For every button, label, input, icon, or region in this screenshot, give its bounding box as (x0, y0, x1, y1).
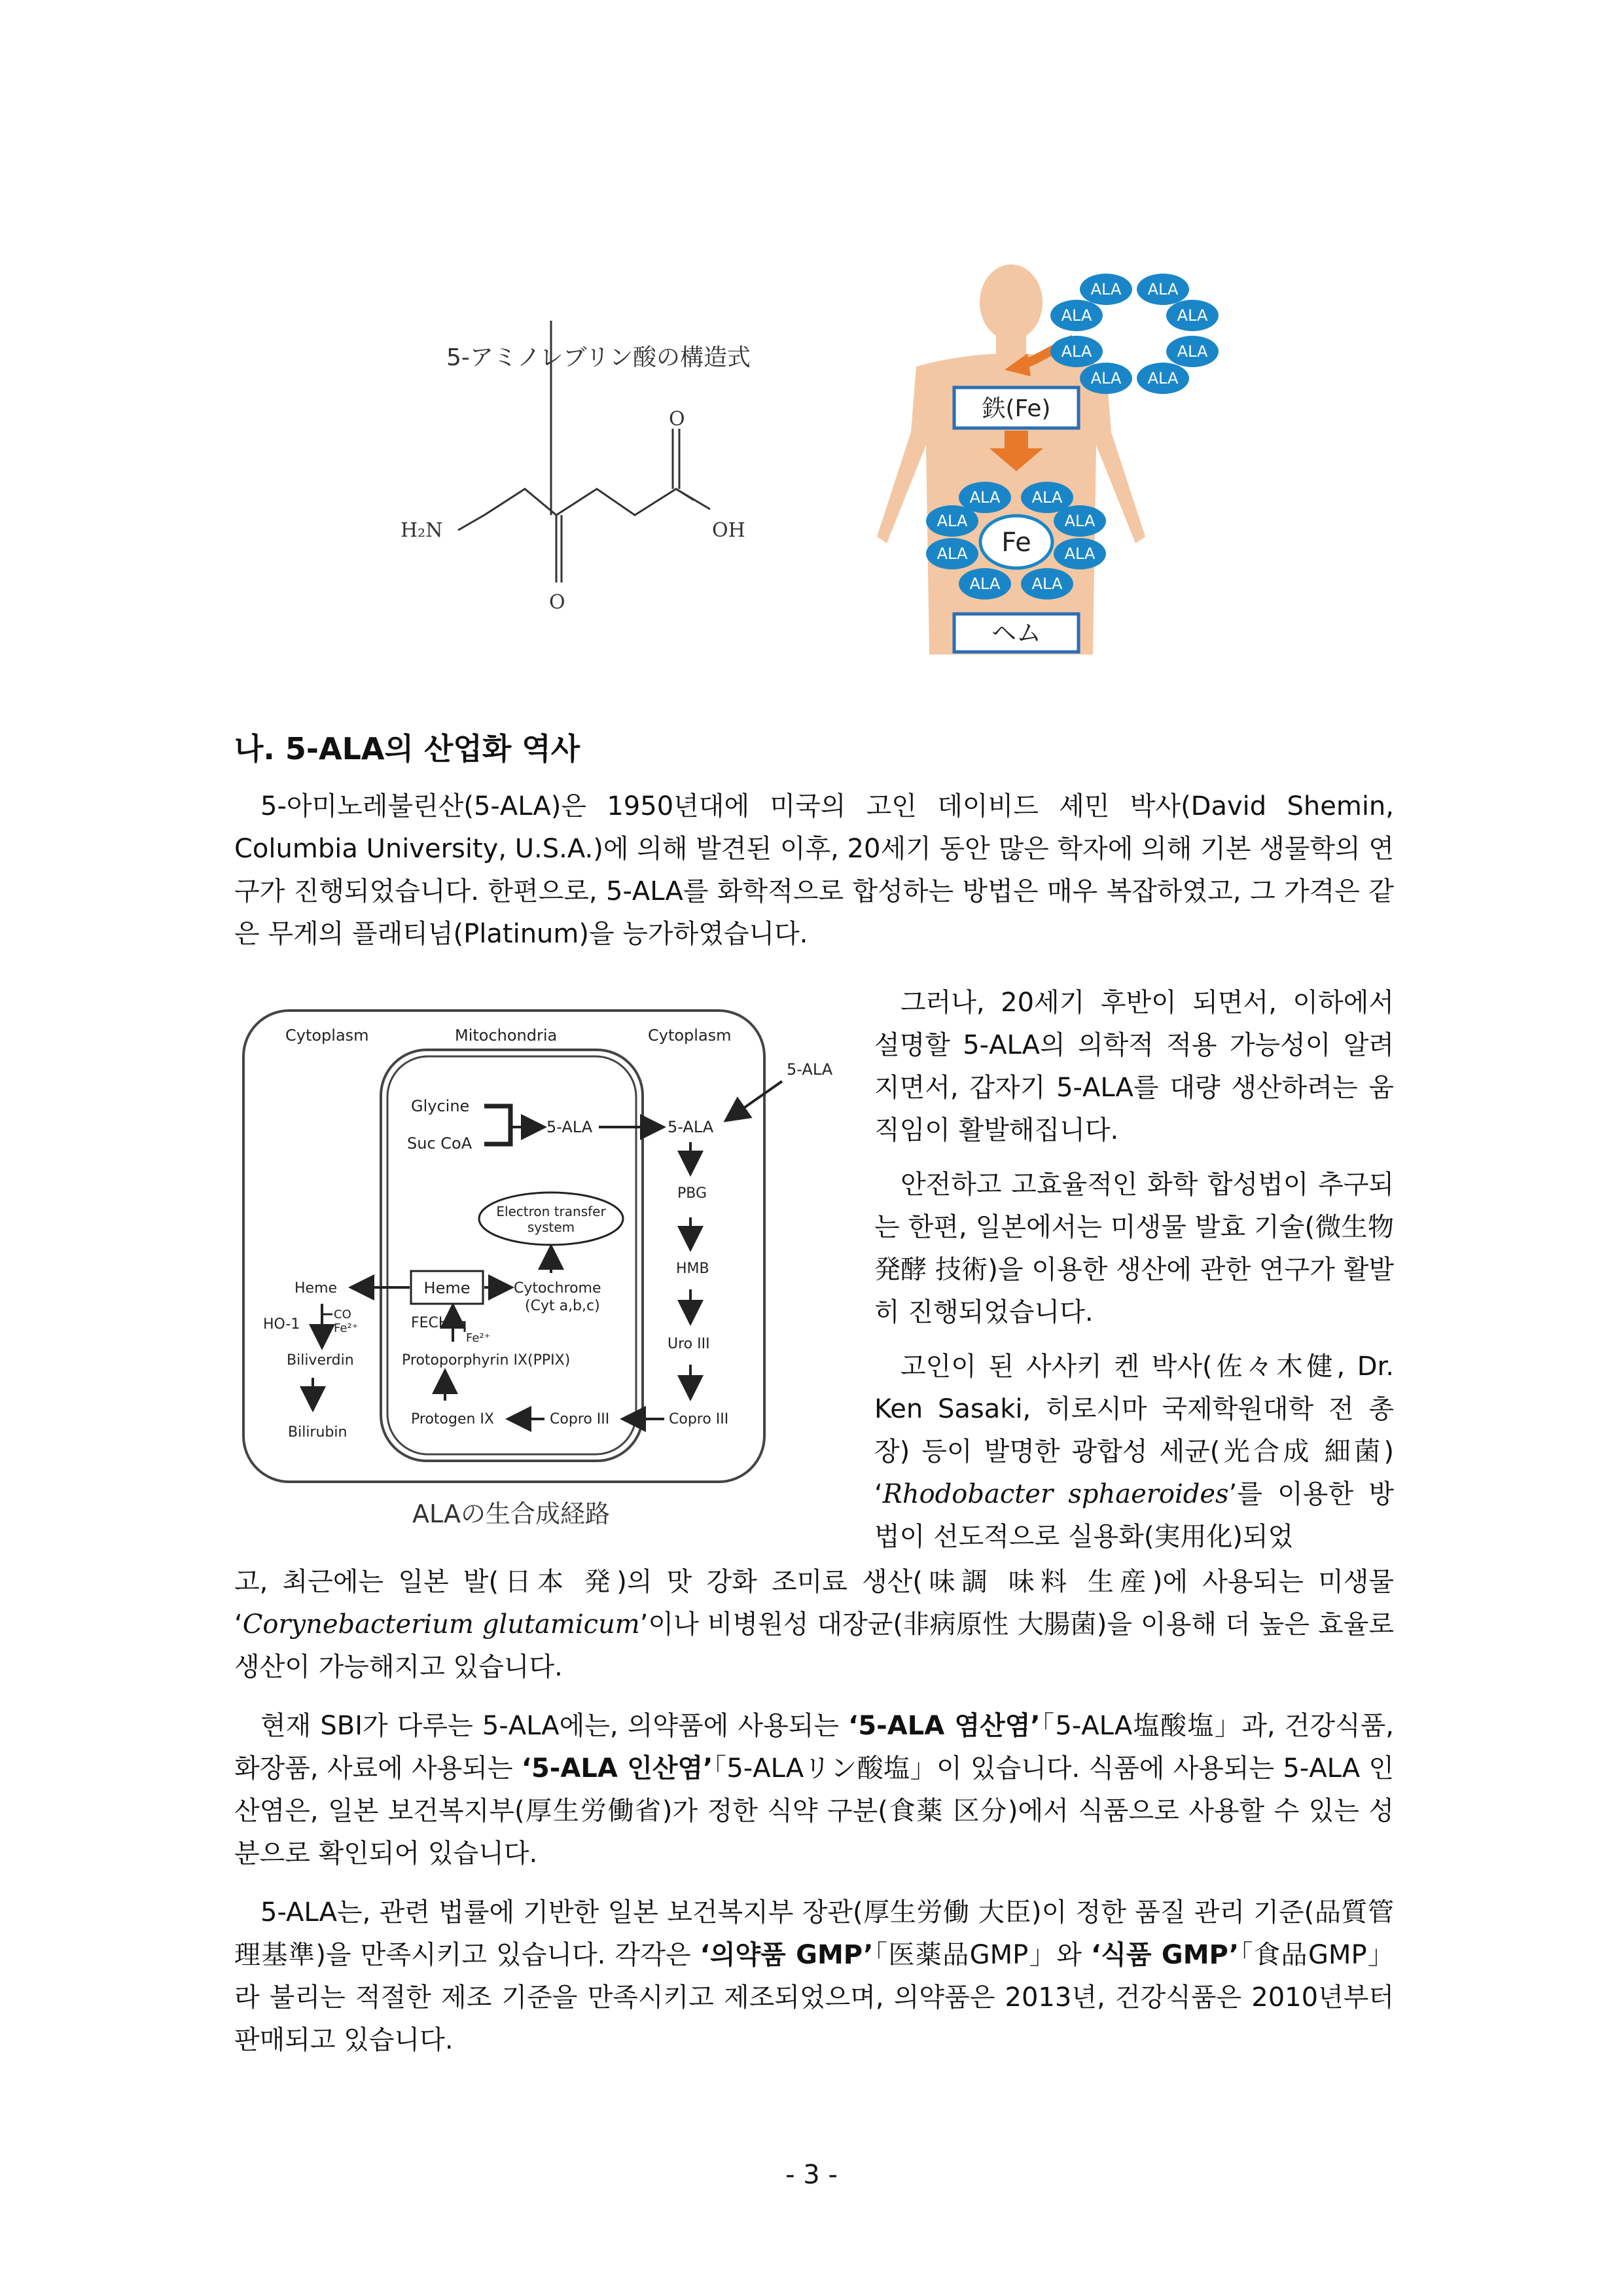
ala-label: ALA (1147, 369, 1179, 387)
atom-oxygen-top: O (669, 408, 685, 431)
label-cytoplasm-right: Cytoplasm (648, 1026, 732, 1045)
down-arrow-stem (1005, 431, 1028, 450)
label-fe2b: Fe²⁺ (334, 1321, 359, 1335)
para3-bold-2: ‘5-ALA 인산염’ (521, 1753, 713, 1784)
label-copro-mito: Copro III (550, 1411, 610, 1427)
label-bilirubin: Bilirubin (288, 1424, 348, 1441)
label-mitochondria: Mitochondria (455, 1026, 558, 1045)
label-pbg: PBG (677, 1185, 707, 1202)
page-number: - 3 - (785, 2160, 838, 2190)
label-ala-cyto: 5-ALA (668, 1118, 714, 1136)
right-column-text (874, 982, 1394, 1558)
right-paragraph-3 (874, 1346, 1394, 1558)
ala-biosynthesis-diagram (236, 1001, 864, 1499)
para3-bold-1: ‘5-ALA 염산염’ (848, 1711, 1041, 1741)
para3-a: 현재 SBI가 다루는 5-ALA에는, 의약품에 사용되는 (260, 1711, 849, 1741)
label-electron-1: Electron transfer (496, 1204, 606, 1219)
para4-d: 「食品GMP」라 불리는 적절한 제조 기준을 만족시키고 제조되었으며, 의약품은 2013년, 건강식품은 2010년부터 판매되고 있습니다. (234, 1940, 1395, 2055)
ala-label: ALA (1090, 369, 1122, 387)
label-electron-2: system (527, 1219, 575, 1235)
label-copro-cyto: Copro III (669, 1411, 729, 1427)
para4-bold-1: ‘의약품 GMP’ (700, 1940, 874, 1970)
species-corynebacterium: Corynebacterium glutamicum (242, 1609, 640, 1640)
ala-label: ALA (1064, 512, 1096, 530)
ala-label: ALA (1061, 342, 1092, 361)
para4-c: 「医薬品GMP」와 (873, 1940, 1092, 1970)
right-paragraph-3-b: ’를 이용한 방법이 선도적으로 실용화(実用化)되었 (874, 1479, 1394, 1552)
para4-a: 5-ALA는, 관련 법률에 기반한 일본 보건복지부 장관(厚生労働 大臣)이 정한 품질 관리 기준(品質管理基準)을 만족시키고 있습니다. 각각은 (234, 1897, 1394, 1970)
ala-label: ALA (1064, 545, 1096, 563)
paragraph-1-text: 5-아미노레불린산(5-ALA)은 1950년대에 미국의 고인 데이비드 셰민 박사(David Shemin, Columbia University, U.S.A.)에 의해 발견된 이후, 20세기 동안 많은 학자에 의해 기본 생물학의 연구가 진행되었습니다. 한편으로, 5-ALA를 화학적으로 합성하는 방법은 매우 복잡하였고, 그 가격은 같은 무게의 플래티넘(Platinum)을 능가하였습니다. (234, 791, 1394, 949)
continuation-b: ’이나 비병원성 대장균(非病原性 大腸菌)을 이용해 더 높은 효율로 생산이 가능해지고 있습니다. (234, 1609, 1394, 1682)
label-protogen: Protogen IX (411, 1411, 494, 1427)
ala-label: ALA (969, 488, 1001, 507)
label-biliverdin: Biliverdin (287, 1352, 354, 1369)
ala-label: ALA (936, 512, 968, 530)
label-ala-mito: 5-ALA (546, 1118, 593, 1136)
ala-label: ALA (1031, 488, 1063, 507)
label-cytochrome-2: (Cyt a,b,c) (525, 1298, 600, 1314)
ala-label: ALA (1147, 280, 1179, 298)
structure-formula-figure (353, 321, 877, 648)
ala-label: ALA (969, 575, 1001, 593)
ala-label: ALA (1061, 306, 1092, 325)
molecule-structure (353, 321, 877, 648)
paragraph-continuation (234, 1561, 1394, 1689)
paragraph-history (234, 785, 1394, 956)
para3-d: 「5-ALAリン酸塩」이 있습니다. 식품에 사용되는 5-ALA 인산염은, 일본 보건복지부(厚生労働省)가 정한 식약 구분(食薬 区分)에서 식품으로 사용할 수 있는 성분으로 확인되어 있습니다. (234, 1753, 1395, 1869)
atom-oxygen-bottom: O (549, 591, 565, 614)
atom-hydroxyl: OH (712, 519, 745, 542)
structure-caption: 5-アミノレブリン酸の構造式 (446, 344, 751, 371)
label-fech: FECH (411, 1315, 450, 1331)
label-heme-left: Heme (294, 1280, 338, 1297)
continuation-a: 고, 최근에는 일본 발(日本 発)의 맛 강화 조미료 생산(味調 味料 生産)에 사용되는 미생물 ‘ (234, 1567, 1394, 1640)
right-paragraph-1: 그러나, 20세기 후반이 되면서, 이하에서 설명할 5-ALA의 의학적 적용 가능성이 알려지면서, 갑자기 5-ALA를 대량 생산하려는 움직임이 활발해집니다. (874, 988, 1394, 1145)
pathway-caption: ALAの生合成経路 (412, 1499, 611, 1528)
section-heading: 나. 5-ALA의 산업화 역사 (234, 731, 580, 766)
paragraph-gmp (234, 1892, 1394, 2062)
label-heme-box: Heme (423, 1279, 471, 1297)
paragraph-sbi-products (234, 1705, 1394, 1875)
label-cytochrome-1: Cytochrome (514, 1280, 601, 1297)
para4-bold-2: ‘식품 GMP’ (1091, 1940, 1240, 1970)
ala-label: ALA (1031, 575, 1063, 593)
label-co: CO (334, 1308, 351, 1321)
ala-label: ALA (1177, 306, 1208, 325)
species-rhodobacter: Rhodobacter sphaeroides (882, 1479, 1229, 1509)
fe-label: Fe (1001, 528, 1031, 558)
ala-label: ALA (936, 545, 968, 563)
ala-label: ALA (1177, 342, 1208, 361)
right-paragraph-2: 안전하고 고효율적인 화학 합성법이 추구되는 한편, 일본에서는 미생물 발효 기술(微生物 発酵 技術)을 이용한 생산에 관한 연구가 활발히 진행되었습니다. (874, 1170, 1394, 1327)
body-heme-diagram (870, 262, 1237, 668)
label-fe2: Fe²⁺ (466, 1331, 491, 1345)
label-cytoplasm-left: Cytoplasm (285, 1026, 369, 1045)
heme-label: ヘム (991, 619, 1042, 647)
iron-label: 鉄(Fe) (982, 395, 1051, 422)
label-succoa: Suc CoA (407, 1134, 473, 1153)
right-paragraph-3-a: 고인이 된 사사키 켄 박사(佐々木健, Dr. Ken Sasaki, 히로시마 국제학원대학 전 총장) 등이 발명한 광합성 세균(光合成 細菌) ‘ (874, 1352, 1394, 1509)
label-ppix: Protoporphyrin IX(PPIX) (402, 1352, 571, 1369)
pathway-figure (236, 1001, 864, 1538)
label-ala-outside: 5-ALA (787, 1060, 833, 1079)
label-ho1: HO-1 (263, 1316, 300, 1333)
para3-c: 「5-ALA塩酸塩」과, 건강식품, 화장품, 사료에 사용되는 (234, 1711, 1394, 1784)
atom-amine: H₂N (401, 519, 443, 542)
label-glycine: Glycine (411, 1097, 470, 1115)
label-hmb: HMB (676, 1261, 709, 1277)
label-uro: Uro III (668, 1336, 710, 1352)
ala-label: ALA (1090, 280, 1122, 298)
